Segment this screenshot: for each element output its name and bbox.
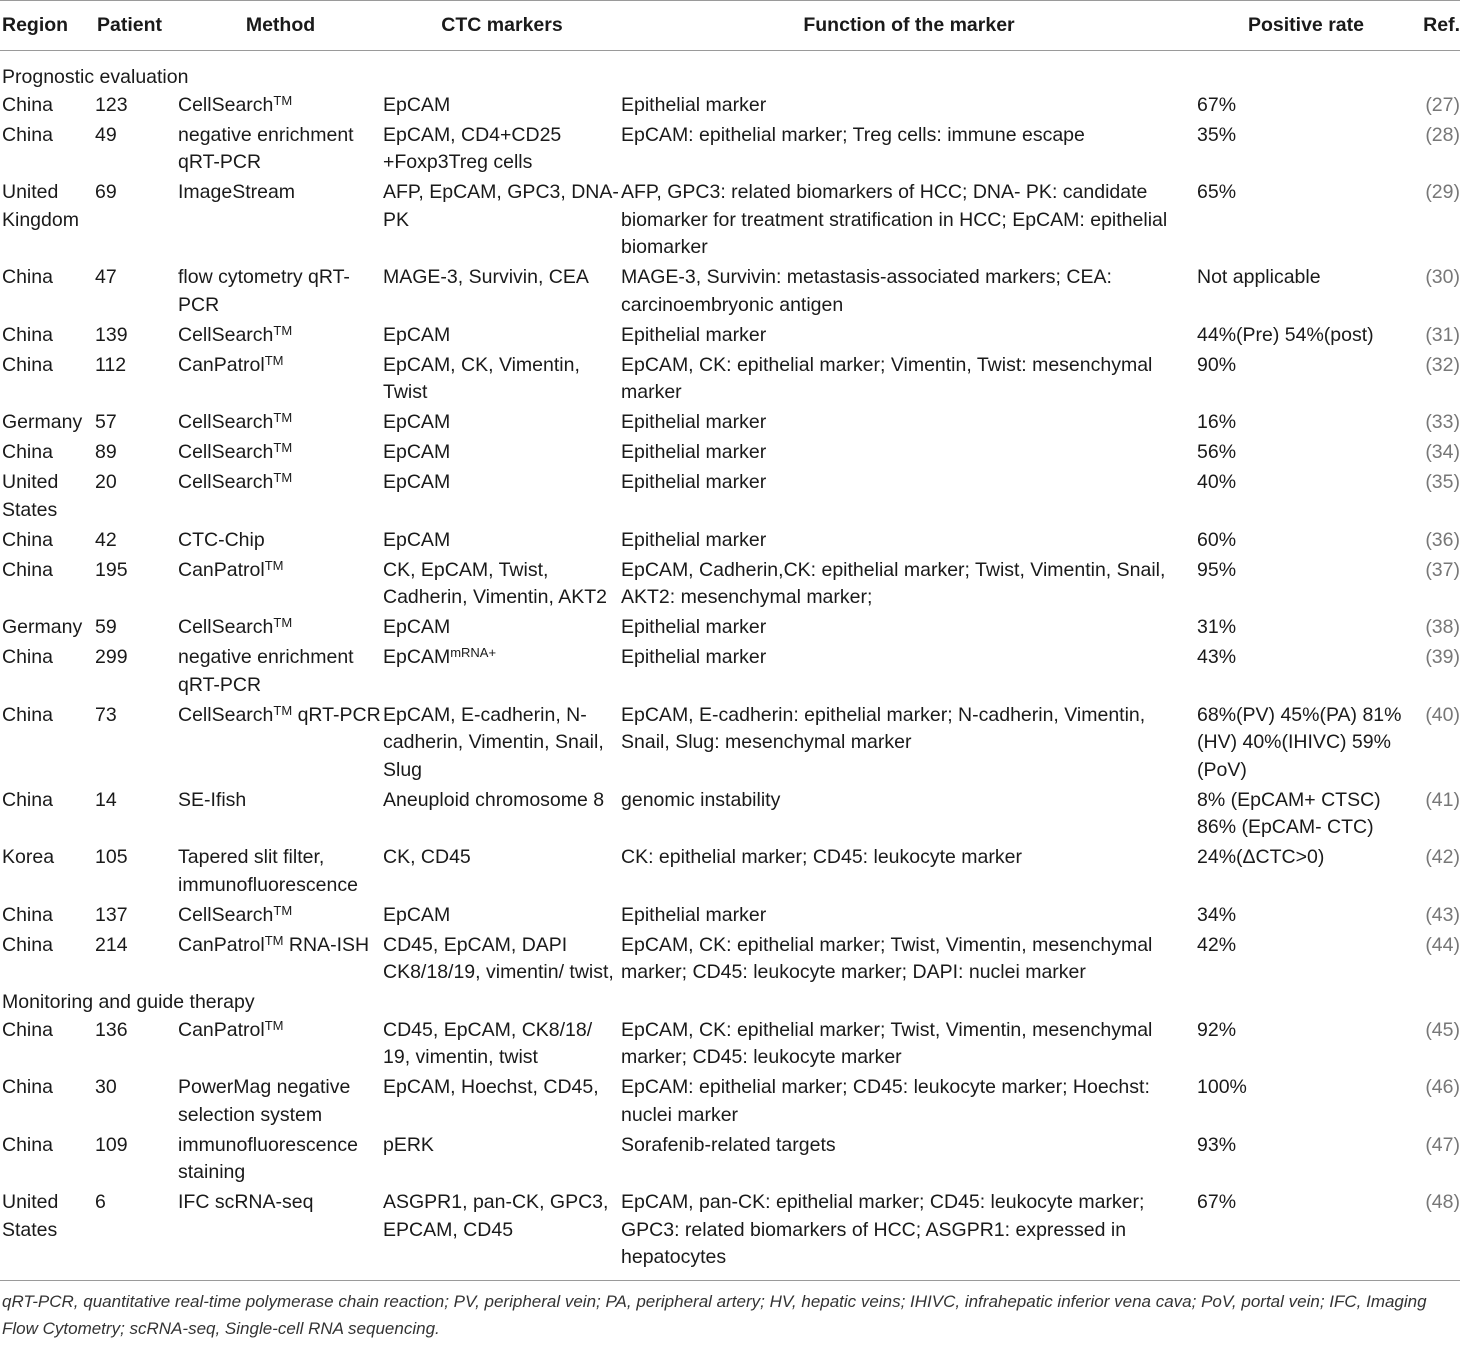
markers-text: EpCAM, CK, Vimentin, Twist	[383, 353, 580, 403]
cell-method	[178, 469, 383, 527]
table-row	[0, 469, 1460, 527]
cell-function: EpCAM, Cadherin,CK: epithelial marker; Twist, Vimentin, Snail, AKT2: mesenchymal marker;	[621, 558, 1166, 608]
markers-text: EpCAM	[383, 323, 451, 346]
cell-ctc-markers	[383, 352, 621, 410]
cell-region: Germany	[2, 616, 83, 638]
method-text: CanPatrol	[178, 1018, 265, 1041]
cell-patient: 195	[95, 558, 128, 581]
cell-ctc-markers	[383, 614, 621, 644]
cell-function: Epithelial marker	[621, 471, 767, 493]
cell-method	[178, 614, 383, 644]
cell-patient: 299	[95, 646, 128, 668]
cell-region: China	[2, 703, 53, 726]
cell-patient: 139	[95, 323, 128, 346]
markers-text: Aneuploid chromosome 8	[383, 788, 605, 811]
cell-ref: (46)	[1425, 1076, 1460, 1098]
cell-patient: 89	[95, 441, 117, 463]
header-function: Function of the marker	[621, 1, 1197, 51]
cell-positive-rate: 90%	[1197, 353, 1237, 376]
cell-function: Epithelial marker	[621, 411, 767, 433]
method-trademark: TM	[273, 410, 293, 425]
cell-region: China	[2, 323, 53, 346]
table-row	[0, 439, 1460, 469]
markers-superscript: mRNA+	[450, 645, 497, 660]
markers-text: EpCAM	[383, 411, 451, 433]
markers-text: EpCAM	[383, 528, 451, 551]
cell-function: genomic instability	[621, 788, 781, 811]
cell-patient: 69	[95, 181, 117, 203]
cell-positive-rate: 92%	[1197, 1018, 1237, 1041]
markers-text: CD45, EpCAM, DAPI CK8/18/19, vimentin/ twist,	[383, 933, 614, 983]
cell-function: EpCAM, CK: epithelial marker; Twist, Vimentin, mesenchymal marker; CD45: leukocyte marker	[621, 1018, 1153, 1068]
cell-method	[178, 1189, 383, 1280]
method-text: CanPatrol	[178, 558, 265, 581]
header-ctc-markers: CTC markers	[383, 1, 621, 51]
cell-ref: (42)	[1425, 846, 1460, 868]
cell-patient: 136	[95, 1018, 128, 1041]
cell-patient: 47	[95, 266, 117, 288]
cell-function: Sorafenib-related targets	[621, 1133, 836, 1156]
table-row	[0, 902, 1460, 932]
cell-method	[178, 322, 383, 352]
method-text: ImageStream	[178, 181, 296, 203]
cell-patient: 30	[95, 1076, 117, 1098]
cell-ctc-markers	[383, 469, 621, 527]
cell-method	[178, 1017, 383, 1075]
cell-function: Epithelial marker	[621, 646, 767, 668]
cell-positive-rate: 67%	[1197, 1191, 1237, 1213]
cell-ref: (35)	[1425, 471, 1460, 493]
cell-ref: (40)	[1425, 703, 1460, 726]
table-row	[0, 322, 1460, 352]
cell-ref: (47)	[1425, 1133, 1460, 1156]
method-text: CellSearch	[178, 441, 274, 463]
cell-region: China	[2, 441, 53, 463]
cell-region: China	[2, 93, 53, 116]
table-row	[0, 557, 1460, 615]
method-text: SE-Ifish	[178, 788, 247, 811]
method-trademark: TM	[273, 470, 293, 485]
method-text: CellSearch	[178, 616, 274, 638]
cell-ref: (34)	[1425, 441, 1460, 463]
cell-ctc-markers	[383, 1017, 621, 1075]
cell-region: China	[2, 123, 53, 146]
section-row	[0, 51, 1460, 92]
method-trademark: TM	[273, 92, 293, 108]
cell-region: China	[2, 1133, 53, 1156]
table-row	[0, 352, 1460, 410]
method-text: CTC-Chip	[178, 528, 265, 551]
cell-positive-rate: 31%	[1197, 616, 1237, 638]
cell-positive-rate: 67%	[1197, 93, 1237, 116]
table-row	[0, 409, 1460, 439]
cell-positive-rate: 24%(ΔCTC>0)	[1197, 846, 1325, 868]
cell-region: Germany	[2, 411, 83, 433]
cell-ref: (32)	[1425, 353, 1460, 376]
table-row	[0, 179, 1460, 264]
method-text: CellSearch	[178, 703, 274, 726]
cell-function: AFP, GPC3: related biomarkers of HCC; DNA- PK: candidate biomarker for treatment stratification in HCC; EpCAM: epithelial biomarker	[621, 181, 1168, 258]
cell-patient: 6	[95, 1191, 106, 1213]
cell-function: MAGE-3, Survivin: metastasis-associated markers; CEA: carcinoembryonic antigen	[621, 266, 1112, 316]
method-text: negative enrichment qRT-PCR	[178, 646, 354, 696]
table-row	[0, 1132, 1460, 1190]
method-text: CanPatrol	[178, 933, 265, 956]
markers-text: CD45, EpCAM, CK8/18/ 19, vimentin, twist	[383, 1018, 593, 1068]
markers-text: ASGPR1, pan-CK, GPC3, EPCAM, CD45	[383, 1191, 609, 1241]
cell-function: Epithelial marker	[621, 93, 767, 116]
method-trademark: TM	[273, 615, 293, 630]
method-trademark: TM	[264, 352, 284, 368]
markers-text: CK, CD45	[383, 846, 471, 868]
cell-positive-rate: 42%	[1197, 933, 1237, 956]
method-trademark: TM	[273, 322, 293, 338]
cell-ref: (28)	[1425, 123, 1460, 146]
cell-region: China	[2, 903, 53, 926]
cell-method	[178, 409, 383, 439]
cell-patient: 14	[95, 788, 117, 811]
method-text: CellSearch	[178, 93, 274, 116]
cell-ctc-markers	[383, 557, 621, 615]
table-row	[0, 787, 1460, 845]
cell-ref: (31)	[1425, 323, 1460, 346]
markers-text: EpCAM	[383, 903, 451, 926]
cell-function: EpCAM, CK: epithelial marker; Twist, Vimentin, mesenchymal marker; CD45: leukocyte marker; DAPI: nuclei marker	[621, 933, 1153, 983]
cell-region: China	[2, 353, 53, 376]
cell-patient: 123	[95, 93, 128, 116]
cell-method	[178, 702, 383, 787]
cell-region: Korea	[2, 846, 55, 868]
cell-method	[178, 179, 383, 264]
cell-ctc-markers	[383, 902, 621, 932]
method-text: negative enrichment qRT-PCR	[178, 123, 354, 173]
markers-text: EpCAM	[383, 646, 451, 668]
table-footnote: qRT-PCR, quantitative real-time polymerase chain reaction; PV, peripheral vein; PA, peripheral artery; HV, hepatic veins; IHIVC, infrahepatic inferior vena cava; PoV, portal vein; IFC, Imaging Flow Cytometry; scRNA-seq, Single-cell RNA sequencing.	[0, 1280, 1460, 1342]
cell-patient: 105	[95, 846, 128, 868]
header-ref: Ref.	[1415, 1, 1460, 51]
cell-method	[178, 1132, 383, 1190]
cell-ctc-markers	[383, 644, 621, 702]
markers-text: EpCAM	[383, 616, 451, 638]
markers-text: MAGE-3, Survivin, CEA	[383, 266, 589, 288]
cell-patient: 42	[95, 528, 117, 551]
cell-ref: (37)	[1425, 558, 1460, 581]
method-text: CanPatrol	[178, 353, 265, 376]
method-text: PowerMag negative selection system	[178, 1076, 351, 1126]
cell-ref: (30)	[1425, 266, 1460, 288]
cell-method	[178, 844, 383, 902]
header-region: Region	[0, 1, 95, 51]
table-row	[0, 1017, 1460, 1075]
cell-positive-rate: 43%	[1197, 646, 1237, 668]
cell-region: China	[2, 646, 53, 668]
method-suffix: RNA-ISH	[283, 933, 370, 956]
cell-positive-rate: 56%	[1197, 441, 1237, 463]
markers-text: pERK	[383, 1133, 434, 1156]
cell-method	[178, 932, 383, 990]
cell-positive-rate: 16%	[1197, 411, 1237, 433]
cell-ctc-markers	[383, 527, 621, 557]
cell-method	[178, 787, 383, 845]
cell-positive-rate: 35%	[1197, 123, 1237, 146]
cell-method	[178, 644, 383, 702]
cell-region: United States	[2, 1191, 59, 1241]
cell-patient: 49	[95, 123, 117, 146]
method-text: CellSearch	[178, 471, 274, 493]
cell-patient: 137	[95, 903, 128, 926]
table-row	[0, 932, 1460, 990]
method-text: Tapered slit filter, immunofluorescence	[178, 846, 358, 896]
markers-text: EpCAM, CD4+CD25 +Foxp3Treg cells	[383, 123, 562, 173]
cell-function: CK: epithelial marker; CD45: leukocyte marker	[621, 846, 1022, 868]
cell-method	[178, 264, 383, 322]
table-row	[0, 1074, 1460, 1132]
cell-ref: (43)	[1425, 903, 1460, 926]
cell-patient: 59	[95, 616, 117, 638]
cell-region: United States	[2, 471, 59, 521]
cell-region: China	[2, 266, 53, 288]
cell-function: EpCAM: epithelial marker; Treg cells: immune escape	[621, 123, 1085, 146]
method-trademark: TM	[264, 1017, 284, 1033]
cell-method	[178, 122, 383, 180]
cell-patient: 73	[95, 703, 117, 726]
cell-ctc-markers	[383, 264, 621, 322]
cell-method	[178, 352, 383, 410]
markers-text: AFP, EpCAM, GPC3, DNA- PK	[383, 181, 619, 231]
cell-positive-rate: 93%	[1197, 1133, 1237, 1156]
method-suffix: qRT-PCR	[292, 703, 381, 726]
cell-ctc-markers	[383, 787, 621, 845]
cell-ctc-markers	[383, 439, 621, 469]
cell-ctc-markers	[383, 702, 621, 787]
markers-text: EpCAM	[383, 471, 451, 493]
header-method: Method	[178, 1, 383, 51]
header-positive-rate: Positive rate	[1197, 1, 1415, 51]
cell-ref: (44)	[1425, 933, 1460, 956]
cell-ref: (48)	[1425, 1191, 1460, 1213]
cell-ref: (41)	[1425, 788, 1460, 811]
cell-method	[178, 92, 383, 122]
section-title: Monitoring and guide therapy	[2, 991, 255, 1013]
markers-text: EpCAM, E-cadherin, N-cadherin, Vimentin, Snail, Slug	[383, 703, 604, 781]
cell-ctc-markers	[383, 1189, 621, 1280]
cell-ref: (29)	[1425, 181, 1460, 203]
section-title: Prognostic evaluation	[2, 66, 189, 88]
cell-patient: 214	[95, 933, 128, 956]
method-text: CellSearch	[178, 903, 274, 926]
cell-method	[178, 527, 383, 557]
method-trademark: TM	[273, 902, 293, 918]
cell-function: EpCAM, pan-CK: epithelial marker; CD45: leukocyte marker; GPC3: related biomarkers of HCC; ASGPR1: expressed in hepatocytes	[621, 1191, 1145, 1268]
cell-ref: (38)	[1425, 616, 1460, 638]
cell-method	[178, 439, 383, 469]
cell-positive-rate: 60%	[1197, 528, 1237, 551]
method-text: flow cytometry qRT-PCR	[178, 266, 350, 316]
cell-positive-rate: 100%	[1197, 1076, 1247, 1098]
cell-ref: (33)	[1425, 411, 1460, 433]
cell-region: United Kingdom	[2, 181, 79, 231]
cell-patient: 112	[95, 353, 127, 376]
markers-text: CK, EpCAM, Twist, Cadherin, Vimentin, AKT2	[383, 558, 608, 608]
cell-function: Epithelial marker	[621, 528, 767, 551]
method-trademark: TM	[273, 440, 293, 455]
cell-function: Epithelial marker	[621, 903, 767, 926]
markers-text: EpCAM, Hoechst, CD45,	[383, 1076, 599, 1098]
cell-region: China	[2, 1076, 53, 1098]
cell-ref: (45)	[1425, 1018, 1460, 1041]
cell-function: EpCAM, CK: epithelial marker; Vimentin, Twist: mesenchymal marker	[621, 353, 1153, 403]
cell-ref: (36)	[1425, 528, 1460, 551]
cell-patient: 57	[95, 411, 117, 433]
table-row	[0, 644, 1460, 702]
cell-region: China	[2, 558, 53, 581]
method-trademark: TM	[273, 702, 293, 718]
cell-ctc-markers	[383, 179, 621, 264]
table-row	[0, 92, 1460, 122]
markers-text: EpCAM	[383, 93, 451, 116]
cell-ctc-markers	[383, 1074, 621, 1132]
cell-positive-rate: 65%	[1197, 181, 1237, 203]
table-row	[0, 702, 1460, 787]
cell-positive-rate: 68%(PV) 45%(PA) 81%(HV) 40%(IHIVC) 59%(PoV)	[1197, 703, 1402, 781]
method-trademark: TM	[264, 557, 284, 573]
cell-method	[178, 902, 383, 932]
cell-region: China	[2, 528, 53, 551]
table-row	[0, 614, 1460, 644]
cell-positive-rate: 95%	[1197, 558, 1237, 581]
cell-positive-rate: 34%	[1197, 903, 1237, 926]
cell-ref: (39)	[1425, 646, 1460, 668]
cell-method	[178, 557, 383, 615]
cell-ctc-markers	[383, 1132, 621, 1190]
cell-positive-rate: 44%(Pre) 54%(post)	[1197, 323, 1374, 346]
cell-positive-rate: Not applicable	[1197, 266, 1321, 288]
markers-text: EpCAM	[383, 441, 451, 463]
section-row	[0, 989, 1460, 1017]
cell-region: China	[2, 788, 53, 811]
table-row	[0, 264, 1460, 322]
header-patient: Patient	[95, 1, 178, 51]
cell-positive-rate: 8% (EpCAM+ CTSC) 86% (EpCAM- CTC)	[1197, 788, 1381, 838]
table-row	[0, 844, 1460, 902]
cell-function: Epithelial marker	[621, 323, 767, 346]
cell-function: EpCAM: epithelial marker; CD45: leukocyte marker; Hoechst: nuclei marker	[621, 1076, 1150, 1126]
table-row	[0, 527, 1460, 557]
cell-ref: (27)	[1425, 93, 1460, 116]
cell-function: Epithelial marker	[621, 441, 767, 463]
cell-ctc-markers	[383, 932, 621, 990]
cell-ctc-markers	[383, 322, 621, 352]
cell-method	[178, 1074, 383, 1132]
method-text: IFC scRNA-seq	[178, 1191, 314, 1213]
method-text: immunofluorescence staining	[178, 1133, 358, 1183]
cell-region: China	[2, 933, 53, 956]
cell-function: Epithelial marker	[621, 616, 767, 638]
table-row	[0, 122, 1460, 180]
cell-region: China	[2, 1018, 53, 1041]
cell-positive-rate: 40%	[1197, 471, 1237, 493]
table-row	[0, 1189, 1460, 1280]
cell-patient: 20	[95, 471, 117, 493]
method-trademark: TM	[264, 932, 284, 948]
method-text: CellSearch	[178, 411, 274, 433]
table-body	[0, 51, 1460, 1280]
cell-function: EpCAM, E-cadherin: epithelial marker; N-cadherin, Vimentin, Snail, Slug: mesenchymal marker	[621, 703, 1146, 753]
cell-ctc-markers	[383, 92, 621, 122]
cell-ctc-markers	[383, 122, 621, 180]
cell-ctc-markers	[383, 844, 621, 902]
cell-ctc-markers	[383, 409, 621, 439]
header-row	[0, 1, 1460, 51]
method-text: CellSearch	[178, 323, 274, 346]
cell-patient: 109	[95, 1133, 128, 1156]
